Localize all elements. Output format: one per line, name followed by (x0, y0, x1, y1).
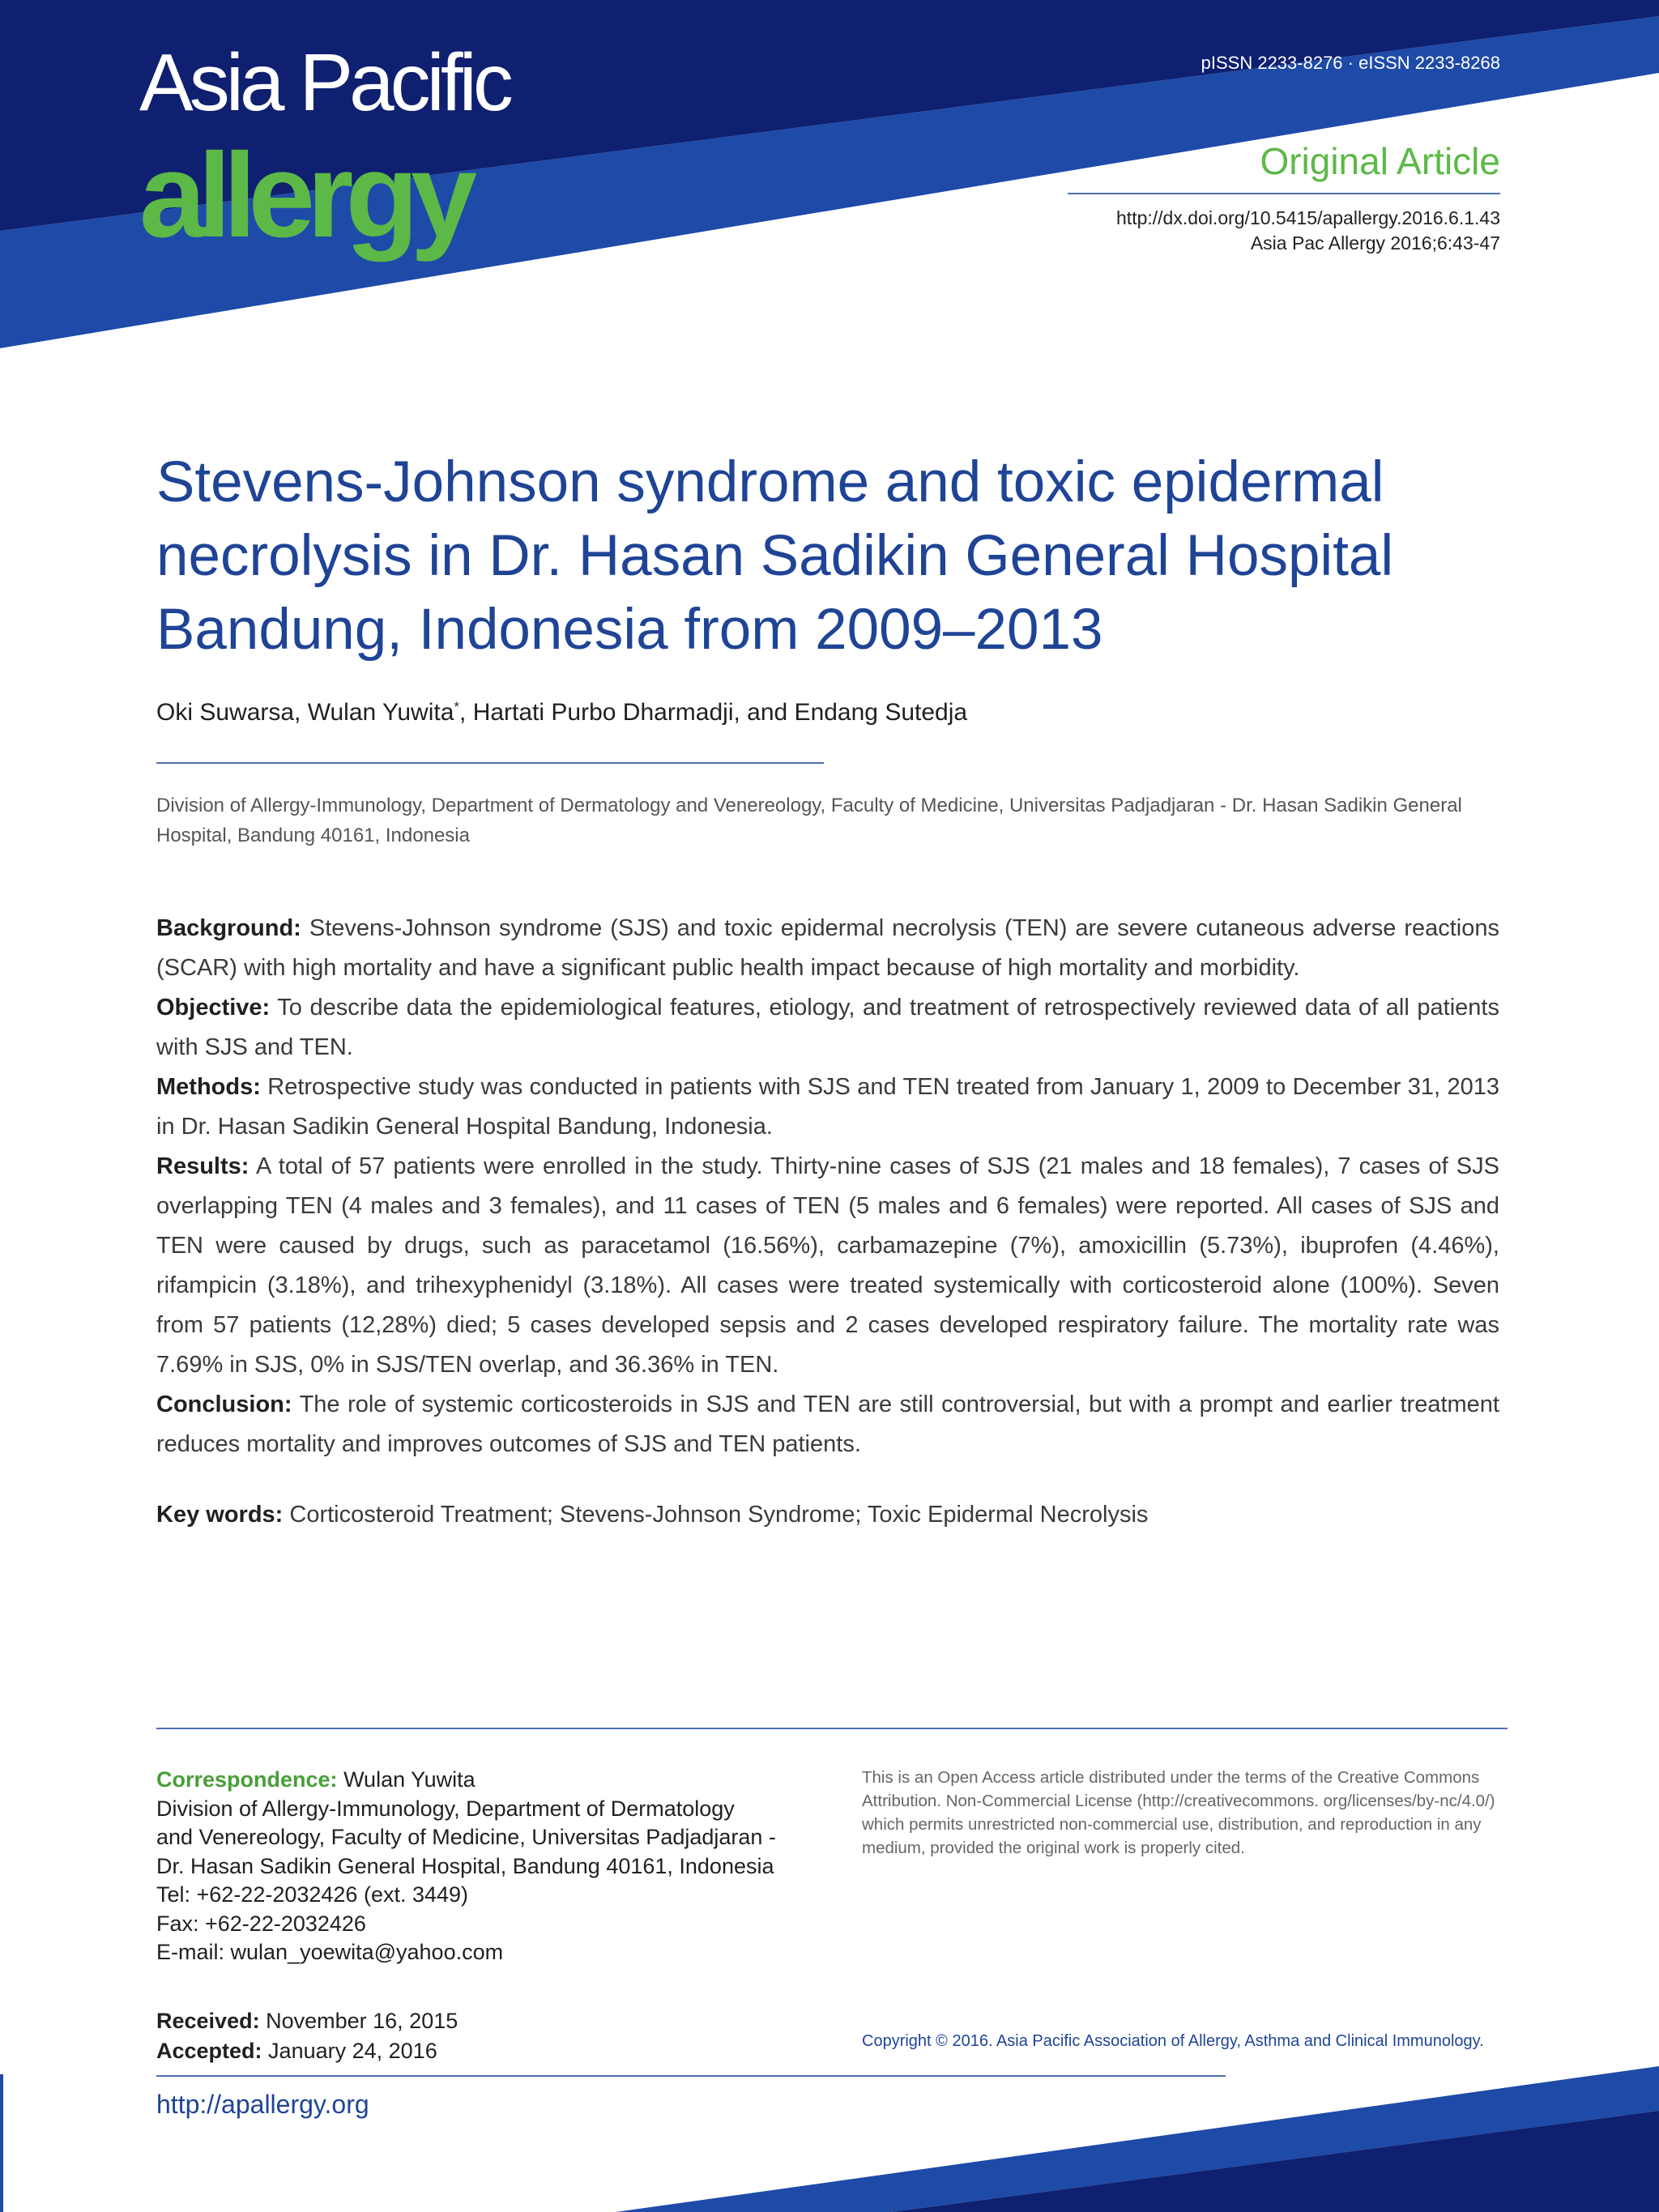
correspondence-block (156, 1766, 829, 1967)
authors-part-1: Oki Suwarsa, Wulan Yuwita (156, 699, 454, 726)
correspondence-email[interactable]: E-mail: wulan_yoewita@yahoo.com (156, 1940, 504, 1964)
keywords (156, 1502, 1499, 1528)
results-text: A total of 57 patients were enrolled in the study. Thirty-nine cases of SJS (21 males and 18 females), 7 cases of SJS overlapping TEN (4 males and 3 females), and 11 cases of TEN (5 males and 6 females) were reported. All cases of SJS and TEN were caused by drugs, such as paracetamol (16.56%), carbamazepine (7%), amoxicillin (5.73%), ibuprofen (4.46%), rifampicin (3.18%), and trihexyphenidyl (3.18%). All cases were treated systemically with corticosteroid alone (100%). Seven from 57 patients (12,28%) died; 5 cases developed sepsis and 2 cases developed respiratory failure. The mortality rate was 7.69% in SJS, 0% in SJS/TEN overlap, and 36.36% in TEN. (156, 1153, 1499, 1378)
affiliation: Division of Allergy-Immunology, Department of Dermatology and Venereology, Faculty of Medicine, Universitas Padjadjaran - Dr. Hasan Sadikin General Hospital, Bandung 40161, Indonesia (156, 795, 1462, 846)
abstract-conclusion (156, 1385, 1499, 1464)
correspondence-heading (156, 1766, 829, 1795)
conclusion-label: Conclusion: (156, 1392, 292, 1417)
footnote-divider (156, 1728, 1508, 1729)
article-type: Original Article (1260, 140, 1500, 182)
correspondence-address-line: Division of Allergy-Immunology, Department of Dermatology (156, 1796, 735, 1821)
abstract-methods (156, 1068, 1499, 1147)
received-value: November 16, 2015 (266, 2009, 458, 2033)
abstract-background (156, 909, 1499, 988)
citation-text: Asia Pac Allergy 2016;6:43-47 (1250, 232, 1500, 254)
article-type-divider (1068, 193, 1500, 194)
keywords-label: Key words: (156, 1502, 284, 1528)
doi-link[interactable]: http://dx.doi.org/10.5415/apallergy.2016.6.1.43 (1116, 207, 1500, 228)
journal-logo-line2: allergy (139, 129, 470, 262)
methods-label: Methods: (156, 1074, 261, 1100)
footer-banner (0, 2034, 1659, 2212)
results-label: Results: (156, 1153, 249, 1179)
abstract-results (156, 1147, 1499, 1385)
conclusion-text: The role of systemic corticosteroids in SJS and TEN are still controversial, but with a prompt and earlier treatment reduces mortality and improves outcomes of SJS and TEN patients. (156, 1392, 1499, 1457)
background-label: Background: (156, 915, 301, 941)
correspondence-fax: Fax: +62-22-2032426 (156, 1911, 366, 1936)
keywords-text: Corticosteroid Treatment; Stevens-Johnson Syndrome; Toxic Epidermal Necrolysis (289, 1502, 1149, 1528)
journal-logo-line1: Asia Pacific (139, 37, 510, 128)
copyright-notice: Copyright © 2016. Asia Pacific Association of Allergy, Asthma and Clinical Immunology. (862, 2032, 1484, 2050)
correspondence-name: Wulan Yuwita (343, 1767, 476, 1792)
author-divider (156, 762, 824, 764)
accepted-value: January 24, 2016 (268, 2039, 437, 2063)
corresponding-author-mark: * (454, 699, 460, 714)
background-text: Stevens-Johnson syndrome (SJS) and toxic epidermal necrolysis (TEN) are severe cutaneous adverse reactions (SCAR) with high mortality and have a significant public health impact because of high mortality and morbidity. (156, 915, 1500, 981)
correspondence-tel: Tel: +62-22-2032426 (ext. 3449) (156, 1882, 469, 1907)
objective-text: To describe data the epidemiological features, etiology, and treatment of retrospectively reviewed data of all patients with SJS and TEN. (156, 995, 1499, 1060)
journal-url-link[interactable]: http://apallergy.org (156, 2090, 369, 2119)
abstract (156, 909, 1499, 1464)
license-notice: This is an Open Access article distributed under the terms of the Creative Commons Attribution. Non-Commercial License (http://creativecommons. org/licenses/by-nc/4.0/) which permits unrestricted non-commercial use, distribution, and reproduction in any medium, provided the original work is properly cited. (862, 1768, 1495, 1857)
correspondence-address-line: and Venereology, Faculty of Medicine, Universitas Padjadjaran - (156, 1825, 776, 1849)
objective-label: Objective: (156, 995, 271, 1021)
received-date (156, 2006, 458, 2036)
article-title: Stevens-Johnson syndrome and toxic epidermal necrolysis in Dr. Hasan Sadikin General Hospital Bandung, Indonesia from 2009–2013 (156, 450, 1394, 662)
correspondence-label: Correspondence: (156, 1767, 338, 1792)
issn-text: pISSN 2233-8276 · eISSN 2233-8268 (1201, 53, 1500, 73)
correspondence-address-line: Dr. Hasan Sadikin General Hospital, Bandung 40161, Indonesia (156, 1853, 774, 1878)
authors-part-2: , Hartati Purbo Dharmadji, and Endang Sutedja (459, 699, 968, 726)
abstract-objective (156, 988, 1499, 1068)
accepted-label: Accepted: (156, 2039, 262, 2063)
footer-left-edge (0, 2074, 3, 2212)
received-label: Received: (156, 2009, 260, 2033)
methods-text: Retrospective study was conducted in patients with SJS and TEN treated from January 1, 2009 to December 31, 2013 in Dr. Hasan Sadikin General Hospital Bandung, Indonesia. (156, 1074, 1499, 1140)
author-list (156, 699, 967, 727)
